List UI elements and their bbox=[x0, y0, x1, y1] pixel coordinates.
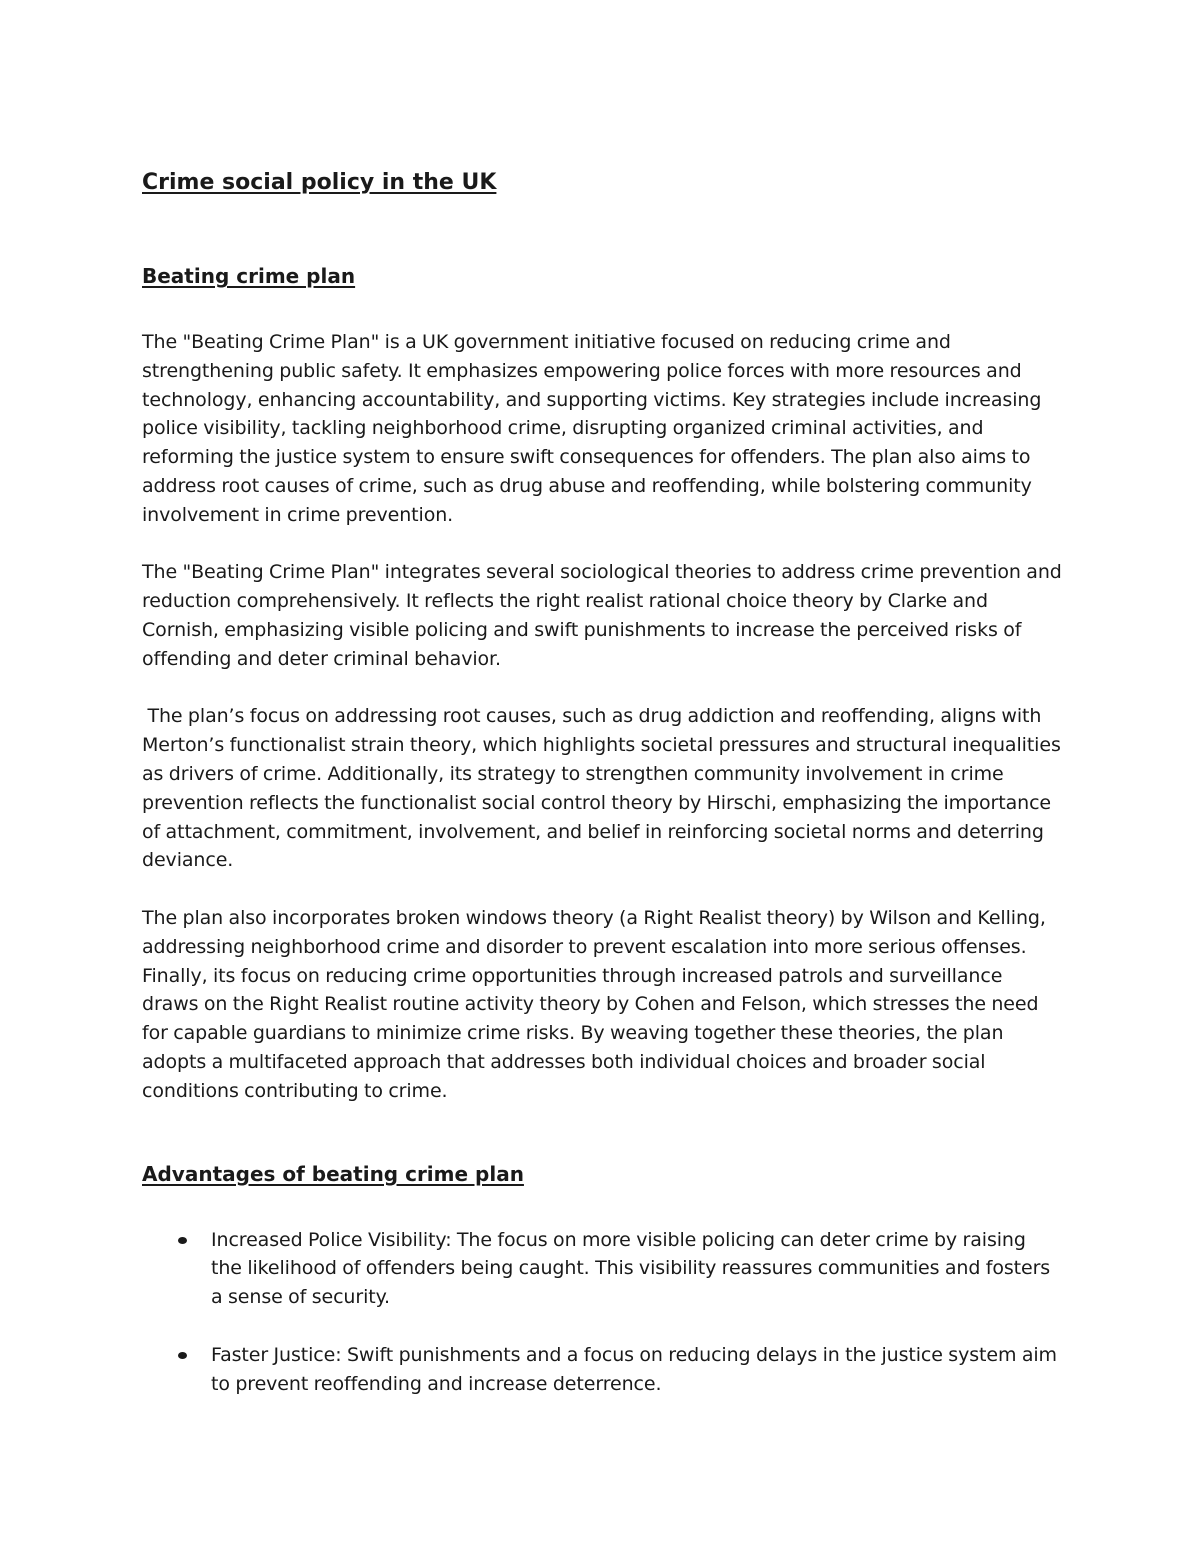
document-page bbox=[142, 168, 1067, 1398]
bullet-icon bbox=[178, 1237, 187, 1244]
paragraph-strain-theory: The plan’s focus on addressing root causes, such as drug addiction and reoffending, aligns with Merton’s functionalist strain theory, which highlights societal pressures and structural inequalities as drivers of crime. Additionally, its strategy to strengthen community involvement in crime prevention reflects the functionalist social control theory by Hirschi, emphasizing the importance of attachment, commitment, involvement, and belief in reinforcing societal norms and deterring deviance. bbox=[142, 705, 1067, 872]
document-title: Crime social policy in the UK bbox=[142, 170, 497, 195]
section-heading-beating-crime-plan: Beating crime plan bbox=[142, 264, 356, 288]
advantages-list bbox=[142, 1226, 1062, 1399]
list-item-text: Increased Police Visibility: The focus on more visible policing can deter crime by raising the likelihood of offenders being caught. This visibility reassures communities and fosters a sense of security. bbox=[211, 1228, 1051, 1309]
paragraph-overview: The "Beating Crime Plan" is a UK government initiative focused on reducing crime and strengthening public safety. It emphasizes empowering police forces with more resources and technology, enhancing accountability, and supporting victims. Key strategies include increasing police visibility, tackling neighborhood crime, disrupting organized criminal activities, and reforming the justice system to ensure swift consequences for offenders. The plan also aims to address root causes of crime, such as drug abuse and reoffending, while bolstering community involvement in crime prevention. bbox=[142, 331, 1042, 526]
section-heading-advantages: Advantages of beating crime plan bbox=[142, 1161, 524, 1186]
list-item bbox=[142, 1341, 1062, 1399]
paragraph-rational-choice: The "Beating Crime Plan" integrates several sociological theories to address crime prevention and reduction comprehensively. It reflects the right realist rational choice theory by Clarke and Cornish, emphasizing visible policing and swift punishments to increase the perceived risks of offending and deter criminal behavior. bbox=[142, 561, 1062, 670]
list-item bbox=[142, 1226, 1062, 1312]
bullet-icon bbox=[178, 1352, 187, 1359]
list-item-text: Faster Justice: Swift punishments and a focus on reducing delays in the justice system aim to prevent reoffending and increase deterrence. bbox=[211, 1343, 1057, 1395]
paragraph-broken-windows: The plan also incorporates broken windows theory (a Right Realist theory) by Wilson and Kelling, addressing neighborhood crime and disorder to prevent escalation into more serious offenses. Finally, its focus on reducing crime opportunities through increased patrols and surveillance draws on the Right Realist routine activity theory by Cohen and Felson, which stresses the need for capable guardians to minimize crime risks. By weaving together these theories, the plan adopts a multifaceted approach that addresses both individual choices and broader social conditions contributing to crime. bbox=[142, 906, 1046, 1102]
